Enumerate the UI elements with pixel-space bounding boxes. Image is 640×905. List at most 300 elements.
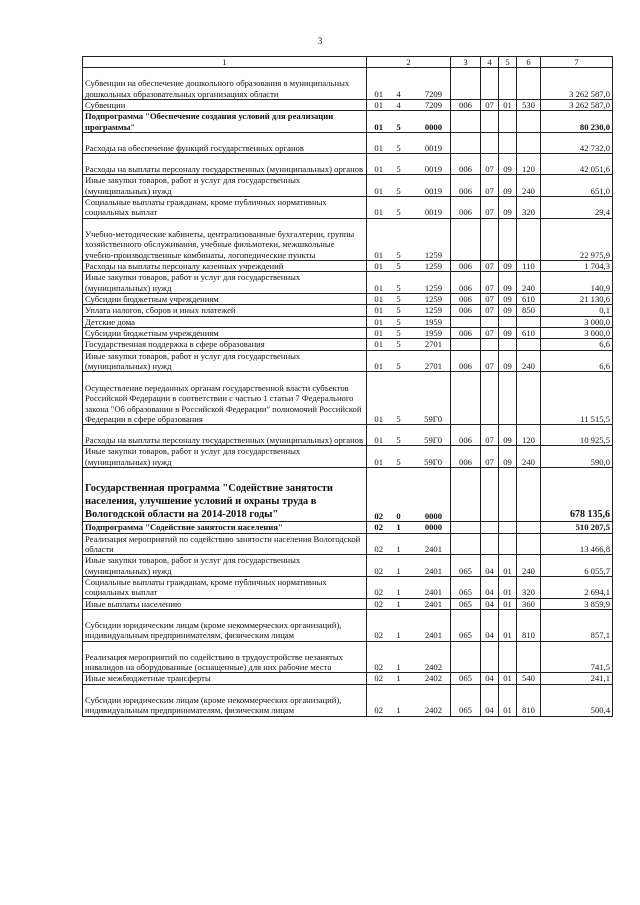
row-amount: 42 051,6 <box>541 154 613 175</box>
row-code <box>367 154 451 175</box>
code-item: 0000 <box>424 522 442 533</box>
code-item: 0019 <box>424 142 442 153</box>
row-col-5 <box>499 533 517 555</box>
row-col-6: 240 <box>517 350 541 372</box>
row-col-4: 07 <box>481 305 499 316</box>
code-program: 02 <box>374 662 383 673</box>
row-code <box>367 641 451 673</box>
code-program: 01 <box>374 121 383 132</box>
row-col-3: 006 <box>451 327 481 338</box>
row-amount: 0,1 <box>541 305 613 316</box>
row-col-3: 065 <box>451 598 481 609</box>
code-program: 01 <box>374 316 383 327</box>
row-col-5: 09 <box>499 425 517 446</box>
row-col-4: 07 <box>481 197 499 219</box>
row-col-6 <box>517 316 541 327</box>
code-item: 2401 <box>424 598 442 609</box>
row-amount: 590,0 <box>541 446 613 468</box>
code-program: 02 <box>374 705 383 716</box>
code-program: 01 <box>374 249 383 260</box>
table-row <box>83 261 613 272</box>
row-code <box>367 305 451 316</box>
row-col-5: 01 <box>499 598 517 609</box>
row-name: Социальные выплаты гражданам, кроме публичных нормативных социальных выплат <box>83 576 367 598</box>
code-subprogram: 5 <box>396 142 401 153</box>
row-col-4: 07 <box>481 425 499 446</box>
row-name: Иные межбюджетные трансферты <box>83 673 367 684</box>
row-col-5 <box>499 218 517 260</box>
code-subprogram: 1 <box>396 598 401 609</box>
code-group <box>369 100 448 110</box>
code-subprogram: 1 <box>396 630 401 641</box>
row-amount: 29,4 <box>541 197 613 219</box>
code-program: 01 <box>374 261 383 272</box>
row-col-3: 006 <box>451 197 481 219</box>
row-amount: 80 230,0 <box>541 111 613 133</box>
row-amount: 651,0 <box>541 175 613 197</box>
row-col-5: 09 <box>499 261 517 272</box>
row-name: Иные закупки товаров, работ и услуг для государственных (муниципальных) нужд <box>83 350 367 372</box>
row-col-4: 07 <box>481 154 499 175</box>
row-col-6: 530 <box>517 100 541 111</box>
code-group <box>369 164 448 174</box>
page-number: 3 <box>317 36 323 46</box>
row-code <box>367 175 451 197</box>
row-name: Субсидии бюджетным учреждениям <box>83 327 367 338</box>
table-row <box>83 111 613 133</box>
code-group <box>369 186 448 196</box>
row-col-3: 006 <box>451 294 481 305</box>
row-code <box>367 468 451 522</box>
row-col-4: 07 <box>481 327 499 338</box>
row-code <box>367 684 451 716</box>
table-row <box>83 684 613 716</box>
code-program: 01 <box>374 413 383 424</box>
row-col-3 <box>451 533 481 555</box>
row-col-4 <box>481 111 499 133</box>
table-row <box>83 673 613 684</box>
row-col-4: 07 <box>481 294 499 305</box>
code-group <box>369 305 448 315</box>
table-row <box>83 68 613 100</box>
code-program: 01 <box>374 100 383 111</box>
code-subprogram: 5 <box>396 327 401 338</box>
row-col-6: 540 <box>517 673 541 684</box>
row-col-4 <box>481 218 499 260</box>
table-row <box>83 372 613 425</box>
row-col-6: 240 <box>517 446 541 468</box>
row-name: Государственная поддержка в сфере образования <box>83 339 367 350</box>
code-item: 1959 <box>424 327 442 338</box>
row-col-5: 01 <box>499 576 517 598</box>
row-amount: 3 859,9 <box>541 598 613 609</box>
row-col-3: 065 <box>451 684 481 716</box>
row-name: Уплата налогов, сборов и иных платежей <box>83 305 367 316</box>
code-subprogram: 5 <box>396 360 401 371</box>
table-row <box>83 100 613 111</box>
row-col-5 <box>499 522 517 533</box>
row-col-5 <box>499 339 517 350</box>
header-col-7: 7 <box>541 57 613 68</box>
row-col-4 <box>481 133 499 154</box>
row-col-3: 006 <box>451 272 481 294</box>
row-col-5 <box>499 133 517 154</box>
table-row <box>83 468 613 522</box>
row-name: Иные закупки товаров, работ и услуг для государственных (муниципальных) нужд <box>83 555 367 577</box>
row-col-6 <box>517 133 541 154</box>
header-col-6: 6 <box>517 57 541 68</box>
row-name: Иные закупки товаров, работ и услуг для государственных (муниципальных) нужд <box>83 446 367 468</box>
code-group <box>369 143 448 153</box>
code-program: 02 <box>374 565 383 576</box>
code-item: 1259 <box>424 249 442 260</box>
row-col-3: 065 <box>451 555 481 577</box>
row-col-3: 006 <box>451 446 481 468</box>
row-col-3: 006 <box>451 305 481 316</box>
row-col-6: 240 <box>517 272 541 294</box>
row-code <box>367 272 451 294</box>
code-subprogram: 1 <box>396 522 401 533</box>
code-subprogram: 1 <box>396 565 401 576</box>
row-col-4 <box>481 468 499 522</box>
code-subprogram: 5 <box>396 339 401 350</box>
code-group <box>369 414 448 424</box>
row-amount: 741,5 <box>541 641 613 673</box>
row-col-4: 04 <box>481 598 499 609</box>
code-program: 02 <box>374 587 383 598</box>
row-col-3 <box>451 111 481 133</box>
row-col-6: 610 <box>517 327 541 338</box>
row-name: Субвенции на обеспечение дошкольного образования в муниципальных дошкольных образовательных организациях области <box>83 68 367 100</box>
row-col-6 <box>517 468 541 522</box>
row-col-4 <box>481 316 499 327</box>
code-item: 59Г0 <box>424 413 442 424</box>
row-col-5: 01 <box>499 100 517 111</box>
code-item: 2401 <box>424 630 442 641</box>
code-group <box>369 511 448 521</box>
row-col-3: 006 <box>451 100 481 111</box>
row-col-6: 240 <box>517 555 541 577</box>
row-code <box>367 609 451 641</box>
row-amount: 678 135,6 <box>541 468 613 522</box>
code-program: 01 <box>374 294 383 304</box>
code-group <box>369 89 448 99</box>
row-name: Субвенции <box>83 100 367 111</box>
header-row <box>83 57 613 68</box>
code-program: 02 <box>374 673 383 684</box>
row-amount: 857,1 <box>541 609 613 641</box>
header-col-1: 1 <box>83 57 367 68</box>
row-amount: 6,6 <box>541 339 613 350</box>
row-col-5: 09 <box>499 272 517 294</box>
row-amount: 11 515,5 <box>541 372 613 425</box>
row-name: Иные закупки товаров, работ и услуг для государственных (муниципальных) нужд <box>83 272 367 294</box>
code-group <box>369 317 448 327</box>
row-col-5 <box>499 68 517 100</box>
table-row <box>83 350 613 372</box>
row-col-5 <box>499 641 517 673</box>
code-subprogram: 1 <box>396 705 401 716</box>
row-col-4 <box>481 641 499 673</box>
row-code <box>367 576 451 598</box>
table-row <box>83 641 613 673</box>
row-code <box>367 533 451 555</box>
code-subprogram: 5 <box>396 121 401 132</box>
row-name: Иные закупки товаров, работ и услуг для государственных (муниципальных) нужд <box>83 175 367 197</box>
row-col-3: 006 <box>451 175 481 197</box>
code-program: 02 <box>374 630 383 641</box>
row-col-3: 006 <box>451 350 481 372</box>
code-subprogram: 1 <box>396 673 401 684</box>
row-amount: 3 262 587,0 <box>541 100 613 111</box>
row-amount: 1 704,3 <box>541 261 613 272</box>
code-item: 2401 <box>424 565 442 576</box>
code-item: 0019 <box>424 164 442 175</box>
row-code <box>367 316 451 327</box>
row-name: Подпрограмма "Содействие занятости населения" <box>83 522 367 533</box>
row-amount: 140,9 <box>541 272 613 294</box>
code-item: 7209 <box>424 88 442 99</box>
code-program: 02 <box>374 598 383 609</box>
code-group <box>369 294 448 304</box>
row-col-5: 09 <box>499 350 517 372</box>
code-group <box>369 328 448 338</box>
table-row <box>83 175 613 197</box>
code-program: 02 <box>374 544 383 555</box>
code-program: 01 <box>374 327 383 338</box>
row-col-6 <box>517 522 541 533</box>
row-code <box>367 100 451 111</box>
code-program: 01 <box>374 456 383 467</box>
row-code <box>367 372 451 425</box>
row-col-4 <box>481 533 499 555</box>
row-amount: 6,6 <box>541 350 613 372</box>
table-row <box>83 316 613 327</box>
table-row <box>83 154 613 175</box>
code-subprogram: 5 <box>396 305 401 316</box>
code-group <box>369 339 448 349</box>
code-item: 1959 <box>424 316 442 327</box>
row-name: Расходы на выплаты персоналу казенных учреждений <box>83 261 367 272</box>
row-name: Реализация мероприятий по содействию занятости населения Вологодской области <box>83 533 367 555</box>
row-col-3 <box>451 218 481 260</box>
code-group <box>369 435 448 445</box>
row-code <box>367 294 451 305</box>
row-code <box>367 555 451 577</box>
table-row <box>83 305 613 316</box>
table-row <box>83 272 613 294</box>
row-amount: 10 925,5 <box>541 425 613 446</box>
code-group <box>369 673 448 683</box>
row-col-3: 006 <box>451 154 481 175</box>
code-group <box>369 207 448 217</box>
row-col-6: 320 <box>517 576 541 598</box>
code-subprogram: 1 <box>396 544 401 555</box>
row-code <box>367 197 451 219</box>
row-col-4 <box>481 522 499 533</box>
code-subprogram: 1 <box>396 662 401 673</box>
row-amount: 13 466,8 <box>541 533 613 555</box>
code-group <box>369 587 448 597</box>
table-row <box>83 446 613 468</box>
row-col-5: 01 <box>499 684 517 716</box>
row-col-3 <box>451 468 481 522</box>
row-col-5: 09 <box>499 154 517 175</box>
row-amount: 500,4 <box>541 684 613 716</box>
row-col-4: 07 <box>481 175 499 197</box>
row-col-5: 01 <box>499 555 517 577</box>
row-name: Социальные выплаты гражданам, кроме публичных нормативных социальных выплат <box>83 197 367 219</box>
code-item: 2401 <box>424 587 442 598</box>
row-col-4: 04 <box>481 673 499 684</box>
row-name: Детские дома <box>83 316 367 327</box>
row-name: Расходы на обеспечение функций государственных органов <box>83 133 367 154</box>
table-row <box>83 533 613 555</box>
row-code <box>367 446 451 468</box>
row-code <box>367 522 451 533</box>
row-code <box>367 339 451 350</box>
code-item: 2402 <box>424 705 442 716</box>
row-col-6 <box>517 218 541 260</box>
row-col-6: 120 <box>517 425 541 446</box>
row-col-6 <box>517 111 541 133</box>
code-subprogram: 5 <box>396 282 401 293</box>
code-program: 01 <box>374 164 383 175</box>
row-col-6 <box>517 372 541 425</box>
row-col-5: 09 <box>499 175 517 197</box>
code-program: 01 <box>374 305 383 316</box>
row-col-6 <box>517 641 541 673</box>
header-col-4: 4 <box>481 57 499 68</box>
row-col-5: 09 <box>499 327 517 338</box>
row-col-6: 240 <box>517 175 541 197</box>
row-col-6: 610 <box>517 294 541 305</box>
row-col-6: 850 <box>517 305 541 316</box>
row-col-5 <box>499 111 517 133</box>
row-amount: 510 207,5 <box>541 522 613 533</box>
row-col-4: 04 <box>481 576 499 598</box>
row-amount: 3 000,0 <box>541 327 613 338</box>
row-code <box>367 327 451 338</box>
budget-table <box>82 56 613 717</box>
table-row <box>83 425 613 446</box>
code-item: 1259 <box>424 305 442 316</box>
row-col-5 <box>499 372 517 425</box>
code-item: 1259 <box>424 282 442 293</box>
row-name: Расходы на выплаты персоналу государственных (муниципальных) органов <box>83 154 367 175</box>
row-amount: 6 055,7 <box>541 555 613 577</box>
code-group <box>369 261 448 271</box>
row-col-3 <box>451 133 481 154</box>
code-subprogram: 5 <box>396 185 401 196</box>
row-col-6: 110 <box>517 261 541 272</box>
row-col-4: 04 <box>481 684 499 716</box>
row-col-3: 006 <box>451 425 481 446</box>
table-row <box>83 133 613 154</box>
code-subprogram: 5 <box>396 164 401 175</box>
row-col-3 <box>451 641 481 673</box>
row-col-5: 01 <box>499 609 517 641</box>
code-group <box>369 250 448 260</box>
row-col-3: 065 <box>451 576 481 598</box>
code-group <box>369 283 448 293</box>
row-code <box>367 68 451 100</box>
code-subprogram: 5 <box>396 435 401 446</box>
table-row <box>83 218 613 260</box>
row-code <box>367 261 451 272</box>
row-name: Субсидии бюджетным учреждениям <box>83 294 367 305</box>
row-col-4: 04 <box>481 609 499 641</box>
row-col-6: 120 <box>517 154 541 175</box>
row-col-4 <box>481 339 499 350</box>
row-name: Иные выплаты населению <box>83 598 367 609</box>
code-subprogram: 1 <box>396 587 401 598</box>
code-group <box>369 599 448 609</box>
header-col-5: 5 <box>499 57 517 68</box>
row-name: Расходы на выплаты персоналу государственных (муниципальных) органов <box>83 425 367 446</box>
code-group <box>369 630 448 640</box>
table-row <box>83 294 613 305</box>
code-item: 0019 <box>424 185 442 196</box>
row-code <box>367 218 451 260</box>
code-item: 59Г0 <box>424 456 442 467</box>
code-item: 2402 <box>424 673 442 684</box>
row-col-6: 810 <box>517 684 541 716</box>
table-row <box>83 555 613 577</box>
row-name: Подпрограмма "Обеспечение создания условий для реализации программы" <box>83 111 367 133</box>
code-subprogram: 5 <box>396 207 401 218</box>
table-row <box>83 609 613 641</box>
row-col-4 <box>481 372 499 425</box>
row-name: Субсидии юридическим лицам (кроме некоммерческих организаций), индивидуальным предпринимателям, физическим лицам <box>83 684 367 716</box>
code-program: 01 <box>374 88 383 99</box>
code-subprogram: 5 <box>396 413 401 424</box>
row-col-3 <box>451 316 481 327</box>
row-col-4: 07 <box>481 350 499 372</box>
code-program: 01 <box>374 360 383 371</box>
row-col-3 <box>451 68 481 100</box>
code-program: 01 <box>374 282 383 293</box>
row-code <box>367 598 451 609</box>
code-item: 0019 <box>424 207 442 218</box>
row-col-5: 09 <box>499 446 517 468</box>
row-col-4: 07 <box>481 272 499 294</box>
code-program: 02 <box>374 522 383 533</box>
row-amount: 22 975,9 <box>541 218 613 260</box>
row-col-4: 07 <box>481 100 499 111</box>
code-program: 01 <box>374 435 383 446</box>
row-col-5: 01 <box>499 673 517 684</box>
row-amount: 3 000,0 <box>541 316 613 327</box>
code-program: 01 <box>374 185 383 196</box>
header-col-2: 2 <box>367 57 451 68</box>
header-col-3: 3 <box>451 57 481 68</box>
code-subprogram: 4 <box>396 100 401 111</box>
row-name: Государственная программа "Содействие занятости населения, улучшение условий и охраны труда в Вологодской области на 2014-2018 годы" <box>83 468 367 522</box>
row-name: Учебно-методические кабинеты, централизованные бухгалтерии, группы хозяйственного обслуживания, учебные фильмотеки, межшкольные учебно-производственные комбинаты, логопедические пункты <box>83 218 367 260</box>
row-col-5 <box>499 316 517 327</box>
row-code <box>367 673 451 684</box>
table-row <box>83 576 613 598</box>
row-col-6 <box>517 339 541 350</box>
table-row <box>83 522 613 533</box>
code-subprogram: 4 <box>396 88 401 99</box>
row-name: Реализация мероприятий по содействию в трудоустройстве незанятых инвалидов на оборудованные (оснащенные) для них рабочие места <box>83 641 367 673</box>
row-col-6: 320 <box>517 197 541 219</box>
table-row <box>83 327 613 338</box>
row-code <box>367 133 451 154</box>
code-group <box>369 566 448 576</box>
